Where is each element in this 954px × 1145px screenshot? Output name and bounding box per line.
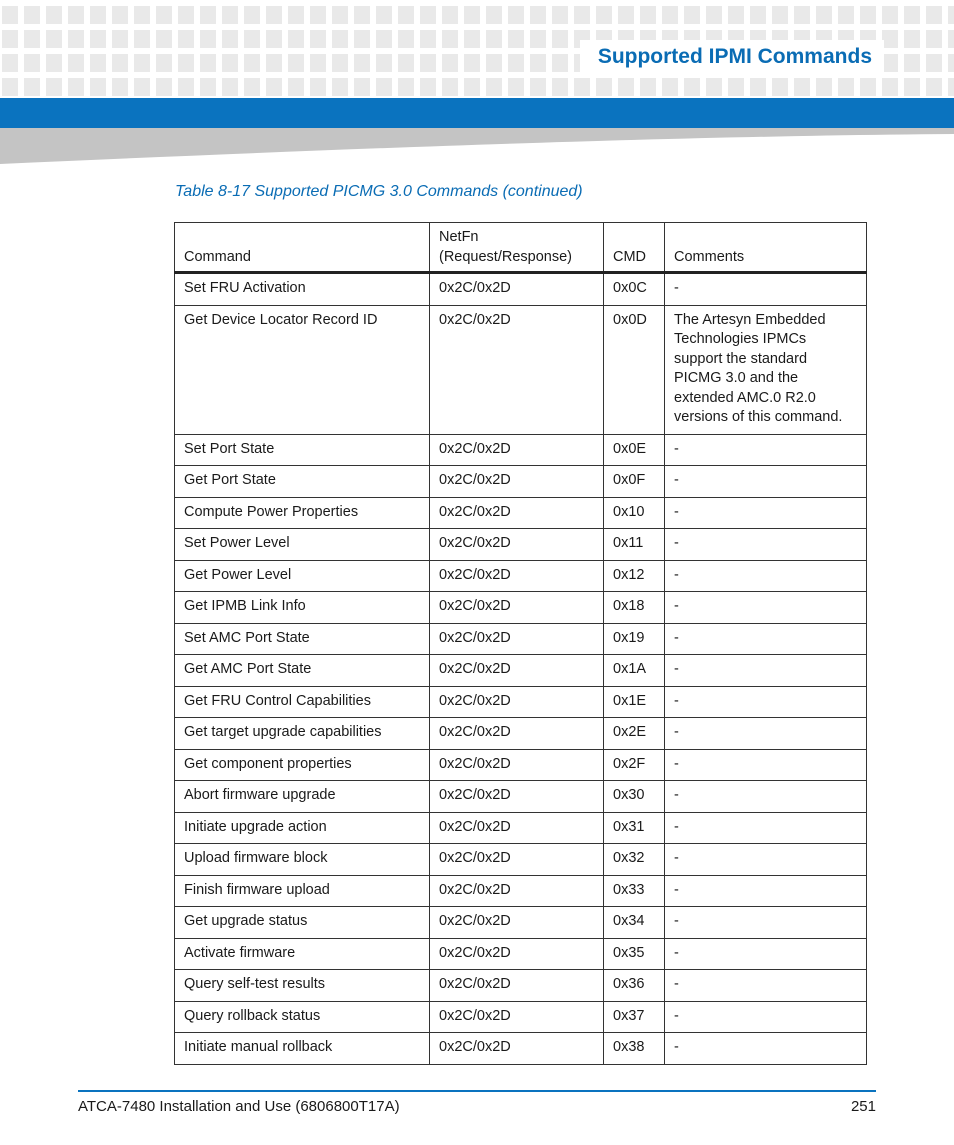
cell-netfn: 0x2C/0x2D [430,844,604,876]
table-row [175,497,867,529]
cell-command: Set Power Level [175,529,430,561]
cell-netfn: 0x2C/0x2D [430,1033,604,1065]
cell-netfn: 0x2C/0x2D [430,749,604,781]
header-title-box [580,40,884,74]
cell-netfn: 0x2C/0x2D [430,875,604,907]
footer-page-number: 251 [850,1098,876,1115]
cell-cmd: 0x11 [604,529,665,561]
cell-cmd: 0x0D [604,305,665,434]
cell-cmd: 0x36 [604,970,665,1002]
table-header [175,223,867,273]
table-row [175,812,867,844]
table-row [175,686,867,718]
cell-cmd: 0x37 [604,1001,665,1033]
cell-command: Initiate upgrade action [175,812,430,844]
cell-command: Query rollback status [175,1001,430,1033]
cell-netfn: 0x2C/0x2D [430,1001,604,1033]
table-row [175,718,867,750]
footer-document-title: ATCA-7480 Installation and Use (6806800T17A) [78,1098,400,1115]
cell-command: Get Device Locator Record ID [175,305,430,434]
cell-netfn: 0x2C/0x2D [430,497,604,529]
table-caption: Table 8-17 Supported PICMG 3.0 Commands (continued) [175,183,583,200]
cell-comments: - [665,718,867,750]
table-row [175,1033,867,1065]
cell-command: Abort firmware upgrade [175,781,430,813]
cell-command: Upload firmware block [175,844,430,876]
cell-netfn: 0x2C/0x2D [430,434,604,466]
cell-cmd: 0x10 [604,497,665,529]
cell-netfn: 0x2C/0x2D [430,529,604,561]
cell-command: Get FRU Control Capabilities [175,686,430,718]
table-row [175,529,867,561]
cell-netfn: 0x2C/0x2D [430,560,604,592]
cell-command: Get AMC Port State [175,655,430,687]
table-row [175,434,867,466]
cell-command: Get target upgrade capabilities [175,718,430,750]
cell-comments: - [665,273,867,306]
table-row [175,592,867,624]
cell-cmd: 0x0F [604,466,665,498]
page-title: Supported IPMI Commands [597,45,872,68]
cell-netfn: 0x2C/0x2D [430,970,604,1002]
cell-command: Set Port State [175,434,430,466]
cell-command: Get Power Level [175,560,430,592]
cell-command: Set FRU Activation [175,273,430,306]
cell-comments: - [665,1033,867,1065]
cell-cmd: 0x12 [604,560,665,592]
cell-cmd: 0x19 [604,623,665,655]
cell-cmd: 0x32 [604,844,665,876]
cell-comments: - [665,623,867,655]
cell-comments: - [665,1001,867,1033]
cell-comments: The Artesyn Embedded Technologies IPMCs support the standard PICMG 3.0 and the extended AMC.0 R2.0 versions of this command. [665,305,867,434]
table-row [175,305,867,434]
cell-comments: - [665,875,867,907]
cell-netfn: 0x2C/0x2D [430,305,604,434]
cell-command: Query self-test results [175,970,430,1002]
cell-comments: - [665,781,867,813]
table-row [175,1001,867,1033]
table-row [175,466,867,498]
cell-netfn: 0x2C/0x2D [430,466,604,498]
footer-rule [78,1090,876,1092]
cell-netfn: 0x2C/0x2D [430,907,604,939]
cell-comments: - [665,970,867,1002]
table-row [175,623,867,655]
cell-comments: - [665,938,867,970]
cell-command: Get Port State [175,466,430,498]
cell-comments: - [665,655,867,687]
cell-cmd: 0x18 [604,592,665,624]
cell-comments: - [665,749,867,781]
table-row [175,781,867,813]
cell-cmd: 0x38 [604,1033,665,1065]
cell-command: Set AMC Port State [175,623,430,655]
table-row [175,938,867,970]
cell-command: Initiate manual rollback [175,1033,430,1065]
cell-netfn: 0x2C/0x2D [430,592,604,624]
table-row [175,875,867,907]
cell-netfn: 0x2C/0x2D [430,781,604,813]
cell-netfn: 0x2C/0x2D [430,273,604,306]
cell-cmd: 0x34 [604,907,665,939]
table-body [175,273,867,1065]
cell-comments: - [665,560,867,592]
cell-cmd: 0x31 [604,812,665,844]
cell-comments: - [665,466,867,498]
table-row [175,844,867,876]
cell-comments: - [665,907,867,939]
cell-cmd: 0x35 [604,938,665,970]
cell-command: Get component properties [175,749,430,781]
cell-cmd: 0x33 [604,875,665,907]
cell-command: Compute Power Properties [175,497,430,529]
cell-cmd: 0x30 [604,781,665,813]
table-row [175,273,867,306]
cell-cmd: 0x2E [604,718,665,750]
table-row [175,655,867,687]
commands-table [174,222,867,1065]
cell-cmd: 0x0E [604,434,665,466]
cell-command: Activate firmware [175,938,430,970]
cell-netfn: 0x2C/0x2D [430,812,604,844]
cell-comments: - [665,529,867,561]
cell-cmd: 0x0C [604,273,665,306]
column-header-cmd: CMD [604,223,665,273]
table-header-row [175,223,867,273]
cell-command: Finish firmware upload [175,875,430,907]
column-header-comments: Comments [665,223,867,273]
column-header-netfn: NetFn (Request/Response) [430,223,604,273]
cell-comments: - [665,844,867,876]
cell-comments: - [665,434,867,466]
cell-comments: - [665,686,867,718]
header-gray-swoosh [0,128,954,164]
column-header-command: Command [175,223,430,273]
table-row [175,970,867,1002]
cell-command: Get IPMB Link Info [175,592,430,624]
cell-comments: - [665,812,867,844]
cell-cmd: 0x2F [604,749,665,781]
table-row [175,560,867,592]
cell-command: Get upgrade status [175,907,430,939]
cell-netfn: 0x2C/0x2D [430,655,604,687]
cell-netfn: 0x2C/0x2D [430,686,604,718]
cell-netfn: 0x2C/0x2D [430,718,604,750]
table-row [175,749,867,781]
cell-netfn: 0x2C/0x2D [430,623,604,655]
cell-cmd: 0x1A [604,655,665,687]
header-blue-bar [0,98,954,128]
cell-comments: - [665,497,867,529]
cell-cmd: 0x1E [604,686,665,718]
table-row [175,907,867,939]
cell-netfn: 0x2C/0x2D [430,938,604,970]
cell-comments: - [665,592,867,624]
